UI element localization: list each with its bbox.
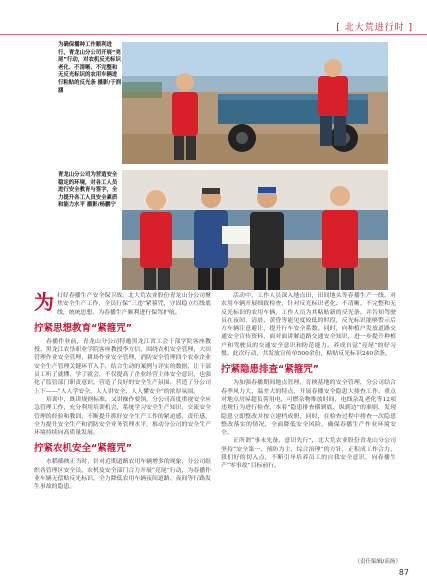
- section2-paragraph-1: 水稻插秧正当时，针对近期道路农用车辆增多的现象，分公司组织各管理区安全员、农机及安全部门合力开展“亮尾”行动，为春播作业车辆无偿贴反光标识，全力降低农用车辆夜间道路、夜间等行路发生事故的隐患。: [34, 459, 211, 491]
- section2-heading: 拧紧农机安全“紧箍咒”: [34, 443, 132, 455]
- photo1-caption: 为确保播种工作顺利进行，青龙山分公司开展“亮尾”行动，对农机反光标识老化、不清晰、不完整和无反光标识的农用车辆进行粘贴的反光条 摄影/于润涵: [58, 42, 122, 94]
- editor-credit: （责任编辑/高扬）: [354, 559, 401, 565]
- section1-heading: 拧紧思想教育“紧箍咒”: [34, 322, 132, 334]
- page-number: 87: [398, 568, 409, 577]
- photo-safety-education: [122, 170, 388, 290]
- section1-paragraph-2: 培训中，既讲规则标准，又讲操作要领，分公司高度重视安全应急管理工作，充分利用培训机会，系统学习安全生产知识，交流安全管理的经验和教训，不断提升抓好安全生产工作的紧迫感、责任感，全力提升安全生产和消防安全业务管理水平，推动分公司的安全生产环境持续向高质量发展。: [34, 396, 211, 437]
- article-lead-paragraph: 为打好春播生产安全保卫战，北大荒农业股份青龙山分公司聚焦安全生产工作，全员行保“三违”紧箍咒，守固稳立红线底线，统统思想，为春播生产顺利进行保驾护航。: [34, 290, 211, 316]
- photo2-caption: 青龙山分公司为营造安全稳定的环境，对各工人员进行安全教育与签字，全力提升各工人员安全素质和能力水平 摄影/杨鹏宁: [58, 172, 118, 209]
- photo-reflective-strips: [122, 42, 388, 164]
- section3-paragraph-1: 为加强春播期间地点管理，育秧基地的安全管理，分公司结合春季风力大、温差大的特点，开展春播安全隐患大排查工作。重点对地点房屋超负荷用电，可燃杂物堆放时间，电线杂乱老化等12项违规行为进行检查，本着“隐患排查横到底、纵到边”的准则，发现隐患立即整改并按立建档成册，同时，在检查过程中排查一次隐患整改落实的情况，全面降低安全风险，确保春播生产作业环境安全。: [221, 380, 396, 437]
- article-right-column: [221, 292, 396, 471]
- section3-paragraph-2: 正所谓“事未先备，意识先行”，北大荒农业股份青龙山分公司坚持“安全第一、预防为主、综合治理”的方针，正积成工作合力，我们好的切入点，不断引导培养员工的自我安全意识，向春播生产“零事故”目标前行。: [221, 438, 396, 470]
- section-tag: [ 北大荒进行时 ]: [336, 23, 413, 33]
- dropcap: 为: [34, 290, 54, 314]
- header-divider: [0, 34, 427, 35]
- article-left-column: [34, 292, 211, 492]
- section1-paragraph-1: 春播作业前，青龙山分公司特邀黑龙江省工会干部学院客座教授、黑龙江农垦职业学院客座教授李方信，围绕农机安全管理、大田管理作业安全管理、耕场作业安全管理、消防安全管理四个农业企业安全生产管理关键环节入手，结合生动的案例与详实的数据，让干部员工听了就懂、学了就会，不仅提高了企业经营主体安全意识，也强化了监管部门职责意识，营造了良好的安全生产氛围，营造了分公司上下——“人人学安全、人人讲安全、人人懂安全”的浓厚氛围。: [34, 338, 211, 395]
- section3-heading: 拧紧隐患排查“紧箍咒”: [221, 364, 319, 376]
- section2-paragraph-2: 活动中，工作人员深入地点田，田间地头等春播生产一线，对农用车辆开展细致检查，针对反光标识老化、不清晰、不完整和无反光标识的农用车辆，工作人员为其粘贴新的反光条，并告知驾驶员在夜间、清晨、黄昏等能见度较低的时段，反光标识能够警示后方车辆注意避让，提升行车安全系数。同时，向种植户发放道路交通安全宣传资料，面对面讲解道路交通安全知识，进一步提升种植户和驾驶员的交通安全意识和防范能力，养成自觉“亮尾”的好习惯。此次行动，共发放宣传单500余份，粘贴反光标识240余条。: [221, 293, 396, 358]
